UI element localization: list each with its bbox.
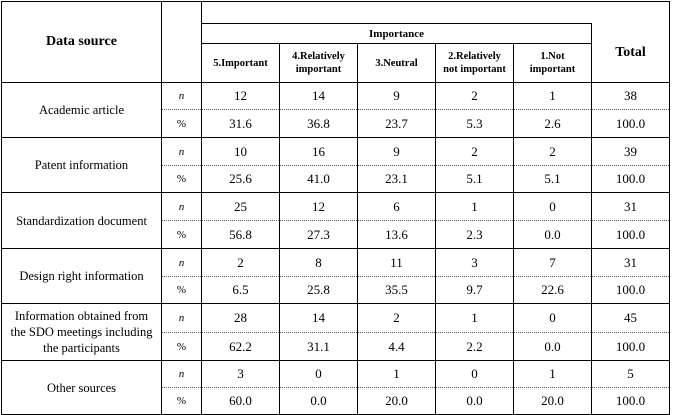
data-source-label-line: Academic article xyxy=(38,103,125,117)
category-label-line: 5.Important xyxy=(213,57,268,69)
importance-table xyxy=(1,1,670,415)
count-label: n xyxy=(162,83,202,110)
percent-cell: 56.8 xyxy=(202,221,280,249)
count-cell: 0 xyxy=(514,304,592,333)
total-header: Total xyxy=(592,24,670,83)
count-cell: 14 xyxy=(280,83,358,110)
total-count-cell: 31 xyxy=(592,193,670,221)
table-row xyxy=(2,193,670,221)
percent-cell: 2.6 xyxy=(514,110,592,138)
count-cell: 2 xyxy=(436,83,514,110)
percent-cell: 0.0 xyxy=(514,333,592,361)
table-row xyxy=(2,83,670,110)
total-percent-cell: 100.0 xyxy=(592,166,670,193)
category-label-line: 1.Not xyxy=(540,51,565,62)
importance-header: Importance xyxy=(202,24,592,44)
data-source-label-line: Standardization document xyxy=(16,213,147,228)
data-source-header: Data source xyxy=(2,2,162,83)
percent-cell: 60.0 xyxy=(202,388,280,415)
count-label: n xyxy=(162,249,202,277)
table-row xyxy=(2,304,670,333)
table-body xyxy=(2,83,670,415)
total-percent-cell: 100.0 xyxy=(592,277,670,304)
percent-cell: 35.5 xyxy=(358,277,436,304)
importance-category-header xyxy=(514,44,592,83)
percent-cell: 5.1 xyxy=(436,166,514,193)
importance-category-header xyxy=(202,44,280,83)
total-percent-cell: 100.0 xyxy=(592,110,670,138)
percent-cell: 9.7 xyxy=(436,277,514,304)
total-count-cell: 31 xyxy=(592,249,670,277)
percent-label: % xyxy=(162,277,202,304)
importance-category-header xyxy=(358,44,436,83)
importance-category-header xyxy=(280,44,358,83)
count-cell: 3 xyxy=(202,361,280,388)
data-source-label-line: Patent information xyxy=(34,158,129,172)
percent-cell: 0.0 xyxy=(436,388,514,415)
data-source-label-line: Information obtained from xyxy=(14,309,149,323)
data-source-label-line: Design right information xyxy=(19,269,144,283)
count-cell: 16 xyxy=(280,138,358,166)
count-label: n xyxy=(162,361,202,388)
percent-cell: 36.8 xyxy=(280,110,358,138)
data-source-label-line: the participants xyxy=(43,341,120,355)
percent-cell: 0.0 xyxy=(514,221,592,249)
total-count-cell: 38 xyxy=(592,83,670,110)
total-percent-cell: 100.0 xyxy=(592,333,670,361)
percent-cell: 13.6 xyxy=(358,221,436,249)
total-count-cell: 39 xyxy=(592,138,670,166)
count-cell: 1 xyxy=(436,193,514,221)
count-cell: 0 xyxy=(436,361,514,388)
count-cell: 2 xyxy=(202,249,280,277)
percent-cell: 41.0 xyxy=(280,166,358,193)
percent-cell: 20.0 xyxy=(358,388,436,415)
total-percent-cell: 100.0 xyxy=(592,388,670,415)
count-cell: 8 xyxy=(280,249,358,277)
percent-cell: 2.2 xyxy=(436,333,514,361)
count-cell: 1 xyxy=(358,361,436,388)
percent-cell: 0.0 xyxy=(280,388,358,415)
table-row xyxy=(2,249,670,277)
percent-cell: 62.2 xyxy=(202,333,280,361)
category-label-line: 2.Relatively xyxy=(448,51,501,62)
count-cell: 0 xyxy=(514,193,592,221)
count-cell: 9 xyxy=(358,83,436,110)
percent-cell: 23.1 xyxy=(358,166,436,193)
count-cell: 2 xyxy=(514,138,592,166)
data-source-label-line: Other sources xyxy=(46,380,117,395)
category-label-line: 4.Relatively xyxy=(292,51,345,62)
percent-label: % xyxy=(162,166,202,193)
percent-cell: 23.7 xyxy=(358,110,436,138)
data-source-cell xyxy=(2,138,162,193)
data-source-cell xyxy=(2,193,162,249)
count-label: n xyxy=(162,304,202,333)
category-label-line: not important xyxy=(443,64,506,75)
count-cell: 2 xyxy=(436,138,514,166)
table-row xyxy=(2,361,670,388)
count-cell: 28 xyxy=(202,304,280,333)
total-count-cell: 45 xyxy=(592,304,670,333)
data-source-cell xyxy=(2,361,162,415)
count-cell: 2 xyxy=(358,304,436,333)
table-row xyxy=(2,138,670,166)
category-label-line: important xyxy=(529,64,576,75)
percent-cell: 31.6 xyxy=(202,110,280,138)
count-cell: 12 xyxy=(280,193,358,221)
percent-cell: 5.3 xyxy=(436,110,514,138)
count-cell: 25 xyxy=(202,193,280,221)
percent-cell: 2.3 xyxy=(436,221,514,249)
percent-cell: 22.6 xyxy=(514,277,592,304)
header-top-row xyxy=(2,2,670,24)
count-cell: 0 xyxy=(280,361,358,388)
count-cell: 7 xyxy=(514,249,592,277)
count-cell: 9 xyxy=(358,138,436,166)
count-cell: 3 xyxy=(436,249,514,277)
count-cell: 12 xyxy=(202,83,280,110)
total-count-cell: 5 xyxy=(592,361,670,388)
percent-cell: 4.4 xyxy=(358,333,436,361)
importance-category-header xyxy=(436,44,514,83)
percent-label: % xyxy=(162,333,202,361)
category-label-line: 3.Neutral xyxy=(375,57,418,69)
count-cell: 14 xyxy=(280,304,358,333)
count-cell: 10 xyxy=(202,138,280,166)
count-cell: 1 xyxy=(514,83,592,110)
count-cell: 11 xyxy=(358,249,436,277)
percent-label: % xyxy=(162,221,202,249)
percent-cell: 25.8 xyxy=(280,277,358,304)
percent-cell: 31.1 xyxy=(280,333,358,361)
data-source-cell xyxy=(2,249,162,304)
percent-label: % xyxy=(162,110,202,138)
percent-cell: 5.1 xyxy=(514,166,592,193)
count-label: n xyxy=(162,138,202,166)
percent-label: % xyxy=(162,388,202,415)
data-source-cell xyxy=(2,304,162,361)
count-label: n xyxy=(162,193,202,221)
total-percent-cell: 100.0 xyxy=(592,221,670,249)
data-source-label-line: the SDO meetings including xyxy=(10,325,153,339)
count-cell: 6 xyxy=(358,193,436,221)
count-cell: 1 xyxy=(514,361,592,388)
percent-cell: 20.0 xyxy=(514,388,592,415)
data-source-cell xyxy=(2,83,162,138)
category-label-line: important xyxy=(295,64,342,75)
count-cell: 1 xyxy=(436,304,514,333)
percent-cell: 6.5 xyxy=(202,277,280,304)
percent-cell: 25.6 xyxy=(202,166,280,193)
percent-cell: 27.3 xyxy=(280,221,358,249)
